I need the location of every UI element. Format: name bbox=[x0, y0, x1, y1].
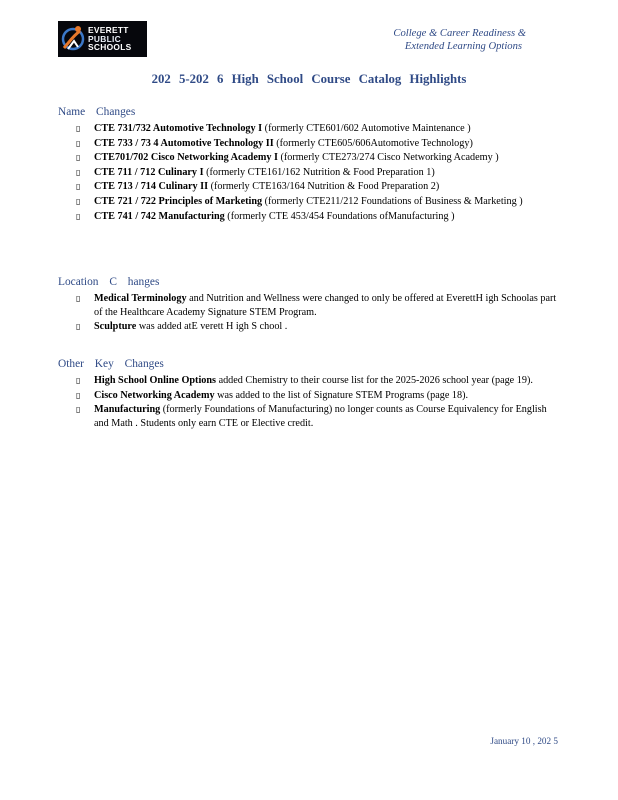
item-bold-text: CTE 711 / 712 Culinary I bbox=[94, 166, 204, 178]
item-bold-text: CTE 741 / 742 Manufacturing bbox=[94, 210, 225, 222]
runner-logo-icon bbox=[58, 21, 86, 57]
item-bold-text: Medical Terminology bbox=[94, 293, 187, 304]
item-bold-text: CTE 731/732 Automotive Technology I bbox=[94, 123, 263, 134]
section-heading: Other Key Changes bbox=[58, 358, 164, 370]
list-item bbox=[58, 320, 558, 334]
item-text: (formerly Foundations of Manufacturing) no longer counts as Course Equivalency for English and Math . Students only earn CTE or Elective credit. bbox=[94, 404, 547, 429]
location-changes-list bbox=[58, 292, 558, 334]
list-item bbox=[58, 403, 558, 430]
bullet-icon: ▯ bbox=[76, 167, 81, 177]
section-location-changes bbox=[58, 276, 558, 335]
bullet-icon: ▯ bbox=[76, 322, 81, 332]
item-text: (formerly CTE273/274 Cisco Networking Academy ) bbox=[280, 152, 499, 164]
list-item bbox=[58, 137, 558, 151]
logo-line-2: PUBLIC bbox=[88, 33, 121, 44]
item-bold-text: CTE701/702 Cisco Networking Academy I bbox=[94, 152, 278, 164]
logo-line-1: EVERETT bbox=[88, 25, 129, 36]
item-bold-text: Sculpture bbox=[94, 321, 137, 333]
item-bold-text: Cisco Networking Academy bbox=[94, 389, 215, 401]
item-text: and Nutrition and Wellness were changed to only be offered at EverettH igh Schoolas part of the Healthcare Academy Signature STEM Program. bbox=[94, 293, 557, 318]
list-item bbox=[58, 210, 558, 224]
bullet-icon: ▯ bbox=[76, 376, 81, 385]
bullet-icon: ▯ bbox=[76, 182, 81, 192]
item-bold-text: CTE 721 / 722 Principles of Marketing bbox=[94, 195, 263, 207]
item-bold-text: Manufacturing bbox=[94, 404, 161, 416]
item-text: was added to the list of Signature STEM Programs (page 18). bbox=[217, 389, 469, 401]
bullet-icon: ▯ bbox=[76, 211, 81, 221]
item-text: added Chemistry to their course list for the 2025-2026 school year (page 19). bbox=[218, 375, 533, 386]
bullet-icon: ▯ bbox=[76, 405, 81, 415]
department-name bbox=[393, 28, 526, 53]
section-heading: Name Changes bbox=[58, 106, 136, 118]
list-item bbox=[58, 122, 558, 136]
bullet-icon: ▯ bbox=[76, 294, 81, 303]
department-line-2: Extended Learning Options bbox=[404, 40, 522, 52]
list-item bbox=[58, 374, 558, 388]
document-date: January 10 , 202 5 bbox=[490, 736, 558, 746]
item-bold-text: CTE 733 / 73 4 Automotive Technology II bbox=[94, 137, 274, 149]
list-item bbox=[58, 389, 558, 403]
bullet-icon: ▯ bbox=[76, 196, 81, 206]
item-text: (formerly CTE605/606Automotive Technology) bbox=[276, 137, 473, 149]
logo-line-3: SCHOOLS bbox=[88, 42, 132, 53]
item-bold-text: CTE 713 / 714 Culinary II bbox=[94, 181, 209, 193]
bullet-icon: ▯ bbox=[76, 390, 81, 400]
district-logo bbox=[58, 21, 147, 57]
item-bold-text: High School Online Options bbox=[94, 375, 217, 386]
list-item bbox=[58, 151, 558, 165]
department-line-1: College & Career Readiness & bbox=[393, 28, 526, 39]
bullet-icon: ▯ bbox=[76, 124, 81, 133]
other-changes-list bbox=[58, 374, 558, 430]
item-text: (formerly CTE 453/454 Foundations ofManufacturing ) bbox=[227, 210, 455, 222]
item-text: (formerly CTE163/164 Nutrition & Food Preparation 2) bbox=[210, 181, 440, 193]
bullet-icon: ▯ bbox=[76, 153, 81, 163]
section-name-changes bbox=[58, 106, 558, 224]
name-changes-list bbox=[58, 122, 558, 223]
list-item bbox=[58, 180, 558, 194]
list-item bbox=[58, 195, 558, 209]
item-text: (formerly CTE161/162 Nutrition & Food Preparation 1) bbox=[206, 166, 435, 178]
item-text: (formerly CTE211/212 Foundations of Business & Marketing ) bbox=[264, 195, 523, 207]
list-item bbox=[58, 292, 558, 319]
item-text: (formerly CTE601/602 Automotive Maintenance ) bbox=[264, 123, 471, 134]
section-other-key-changes bbox=[58, 358, 558, 431]
section-heading: Location C hanges bbox=[58, 276, 160, 288]
list-item bbox=[58, 166, 558, 180]
bullet-icon: ▯ bbox=[76, 138, 81, 148]
document-title: 202 5-202 6 High School Course Catalog Highlights bbox=[151, 72, 467, 86]
item-text: was added atE verett H igh S chool . bbox=[138, 321, 288, 333]
